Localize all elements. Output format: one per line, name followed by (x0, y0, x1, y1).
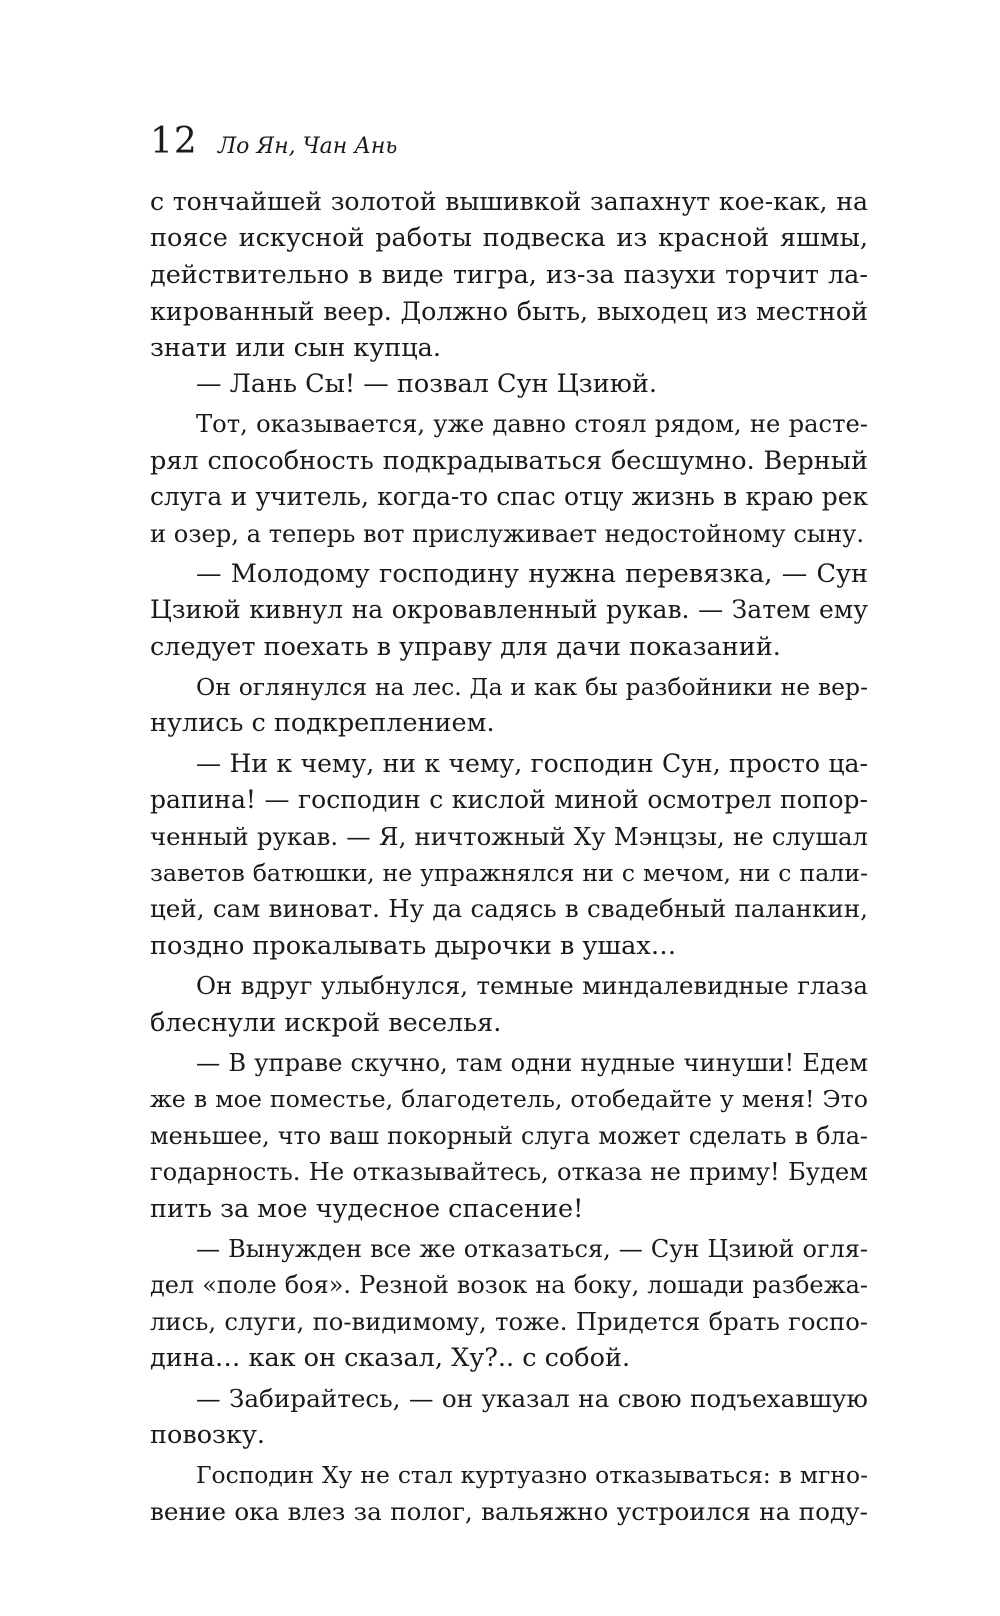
text-line: знати или сын купца. (150, 332, 441, 363)
text-line: — Лань Сы! — позвал Сун Цзиюй. (196, 368, 658, 399)
text-line: меньшее, что ваш покорный слуга может сделать в бла- (150, 1121, 868, 1150)
text-line: ченный рукав. — Я, ничтожный Ху Мэнцзы, не слушал (150, 821, 868, 851)
text-line: слуга и учитель, когда-то спас отцу жизнь в краю рек (150, 482, 868, 512)
text-line: повозку. (150, 1419, 266, 1450)
text-line: вение ока влез за полог, вальяжно устроился на поду- (150, 1496, 868, 1526)
text-line: дел «поле боя». Резной возок на боку, лошади разбежа- (150, 1271, 868, 1300)
text-line: цей, сам виноват. Ну да садясь в свадебный паланкин, (150, 894, 868, 924)
text-line: поясе искусной работы подвеска из красной яшмы, (150, 223, 868, 254)
text-line: пить за мое чудесное спасение! (150, 1193, 584, 1224)
text-line: и озер, а теперь вот прислуживает недостойному сыну. (150, 519, 865, 548)
page-number: 12 (150, 121, 198, 162)
text-line: Тот, оказывается, уже давно стоял рядом, не расте- (196, 410, 868, 439)
text-line: же в мое поместье, благодетель, отобедайте у меня! Это (150, 1085, 868, 1114)
text-line: Цзиюй кивнул на окровавленный рукав. — Затем ему (150, 595, 868, 625)
body-text (150, 184, 868, 1530)
text-line: рапина! — господин с кислой миной осмотрел попор- (150, 785, 868, 815)
text-line: — Вынужден все же отказаться, — Сун Цзиюй огля- (196, 1234, 868, 1263)
running-header-authors: Ло Ян, Чан Ань (217, 134, 398, 159)
text-line: рял способность подкрадываться бесшумно. Верный (150, 445, 868, 476)
text-line: — Забирайтесь, — он указал на свою подъехавшую (196, 1383, 868, 1413)
text-line: действительно в виде тигра, из-за пазухи торчит ла- (150, 259, 868, 290)
text-line: — Ни к чему, ни к чему, господин Сун, просто ца- (196, 748, 868, 778)
running-header (150, 112, 397, 172)
text-line: Он оглянулся на лес. Да и как бы разбойники не вер- (196, 673, 868, 702)
text-line: — Молодому господину нужна перевязка, — Сун (196, 558, 868, 589)
text-line: Он вдруг улыбнулся, темные миндалевидные глаза (196, 971, 868, 1001)
text-line: Господин Ху не стал куртуазно отказываться: в мгно- (196, 1461, 868, 1490)
text-line: годарность. Не отказывайтесь, отказа не приму! Будем (150, 1158, 868, 1187)
text-line: поздно прокалывать дырочки в ушах… (150, 930, 677, 961)
text-line: следует поехать в управу для дачи показаний. (150, 631, 781, 662)
text-line: блеснули искрой веселья. (150, 1007, 502, 1038)
text-line: дина… как он сказал, Ху?.. с собой. (150, 1343, 631, 1374)
text-line: заветов батюшки, не упражнялся ни с мечом, ни с пали- (150, 859, 868, 888)
text-line: — В управе скучно, там одни нудные чинуши! Едем (196, 1048, 868, 1077)
text-line: лись, слуги, по-видимому, тоже. Придется брать госпо- (150, 1306, 868, 1336)
text-line: с тончайшей золотой вышивкой запахнут кое-как, на (150, 187, 868, 216)
text-line: нулись с подкреплением. (150, 708, 495, 739)
text-line: кированный веер. Должно быть, выходец из местной (150, 296, 868, 327)
